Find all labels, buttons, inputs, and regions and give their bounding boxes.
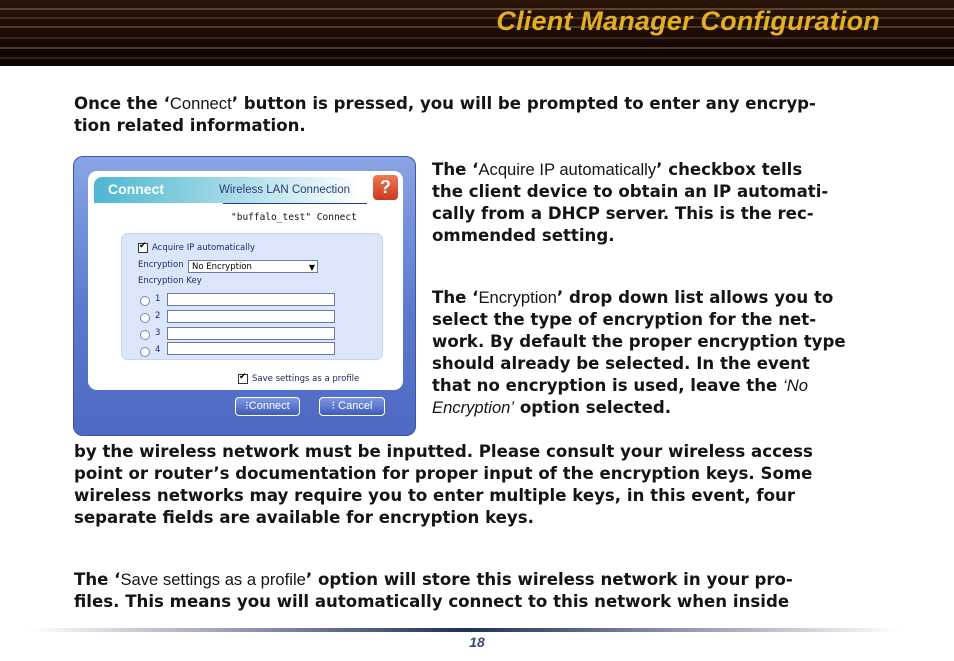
dialog-tab-title: Connect [108,181,164,197]
encryption-label: Encryption [138,260,184,270]
encryption-line-3: work. By default the proper encryption type [432,332,846,351]
encryption-line-2: select the type of encryption for the net- [432,310,817,329]
key-1-number: 1 [155,294,161,304]
page-header [0,0,954,66]
header-stripe [0,57,954,59]
save-profile-checkbox[interactable] [238,374,248,384]
ssid-connect-label: "buffalo_test" Connect [231,212,357,223]
no-encryption-term: Encryption’ [432,398,515,417]
save-text: ’ option will store this wireless network in your pro- [305,570,793,589]
key-4-radio[interactable] [140,347,150,357]
footer-divider [30,628,900,632]
acquire-line-3: cally from a DHCP server. This is the rec- [432,204,814,223]
save-term: Save settings as a profile [120,570,306,589]
save-line-1 [74,569,934,591]
key-3-input[interactable] [167,327,335,340]
encryption-line-6 [432,397,902,419]
help-button[interactable]: ? [373,175,398,200]
intro-text: ’ button is pressed, you will be prompted to enter any encryp- [231,94,816,113]
encryption-text: The ‘ [432,288,479,307]
encryption-text: option selected. [514,398,672,417]
dialog-tab-bar [94,177,360,203]
connect-button[interactable]: ⁝Connect [235,397,300,416]
acquire-ip-label: Acquire IP automatically [152,243,256,253]
acquire-line-4: ommended setting. [432,226,615,245]
keys-line-2: point or router’s documentation for proper input of the encryption keys. Some [74,464,813,483]
key-1-radio[interactable] [140,296,150,306]
acquire-line-2: the client device to obtain an IP automati- [432,182,829,201]
save-profile-paragraph [74,569,934,613]
key-2-number: 2 [155,311,161,321]
acquire-text: The ‘ [432,160,479,179]
key-4-number: 4 [155,345,161,355]
encryption-key-label: Encryption Key [138,276,202,286]
keys-line-1: by the wireless network must be inputted. Please consult your wireless access [74,442,813,461]
encryption-paragraph [432,287,902,419]
no-encryption-term: ‘No [783,376,808,395]
intro-line-2: tion related information. [74,116,306,135]
keys-line-3: wireless networks may require you to enter multiple keys, in this event, four [74,486,796,505]
encryption-line-1 [432,287,902,309]
acquire-ip-paragraph [432,159,872,247]
encryption-text: ’ drop down list allows you to [556,288,834,307]
acquire-ip-checkbox[interactable] [138,243,148,253]
acquire-line-1 [432,159,872,181]
page-number: 18 [469,634,485,650]
encryption-text: that no encryption is used, leave the [432,376,784,395]
cancel-button[interactable]: ⁝ Cancel [319,397,385,416]
settings-group [121,233,383,360]
connect-dialog-screenshot [73,156,416,436]
encryption-keys-paragraph [74,441,934,529]
key-2-radio[interactable] [140,313,150,323]
encryption-line-4: should already be selected. In the event [432,354,810,373]
intro-connect-term: Connect [169,94,232,113]
key-1-input[interactable] [167,293,335,306]
encryption-select[interactable] [188,260,318,273]
save-line-2: files. This means you will automatically connect to this network when inside [74,592,790,611]
header-stripe [0,37,954,39]
dialog-content [88,171,403,390]
intro-text: Once the ‘ [74,94,170,113]
encryption-term: Encryption [478,288,557,307]
chevron-down-icon: ▼ [308,263,315,272]
tab-divider [223,203,367,204]
key-3-number: 3 [155,328,161,338]
intro-line-1 [74,93,894,115]
acquire-term: Acquire IP automatically [478,160,657,179]
header-stripe [0,47,954,49]
save-text: The ‘ [74,570,121,589]
key-2-input[interactable] [167,310,335,323]
page-title: Client Manager Configuration [496,6,880,36]
encryption-line-5 [432,375,902,397]
acquire-text: ’ checkbox tells [656,160,803,179]
key-4-input[interactable] [167,342,335,355]
save-profile-label: Save settings as a profile [252,374,360,384]
encryption-selected-value: No Encryption [192,262,252,272]
key-3-radio[interactable] [140,330,150,340]
intro-paragraph [74,93,894,137]
keys-line-4: separate fields are available for encryption keys. [74,508,534,527]
dialog-tab-subtitle: Wireless LAN Connection [219,184,351,196]
